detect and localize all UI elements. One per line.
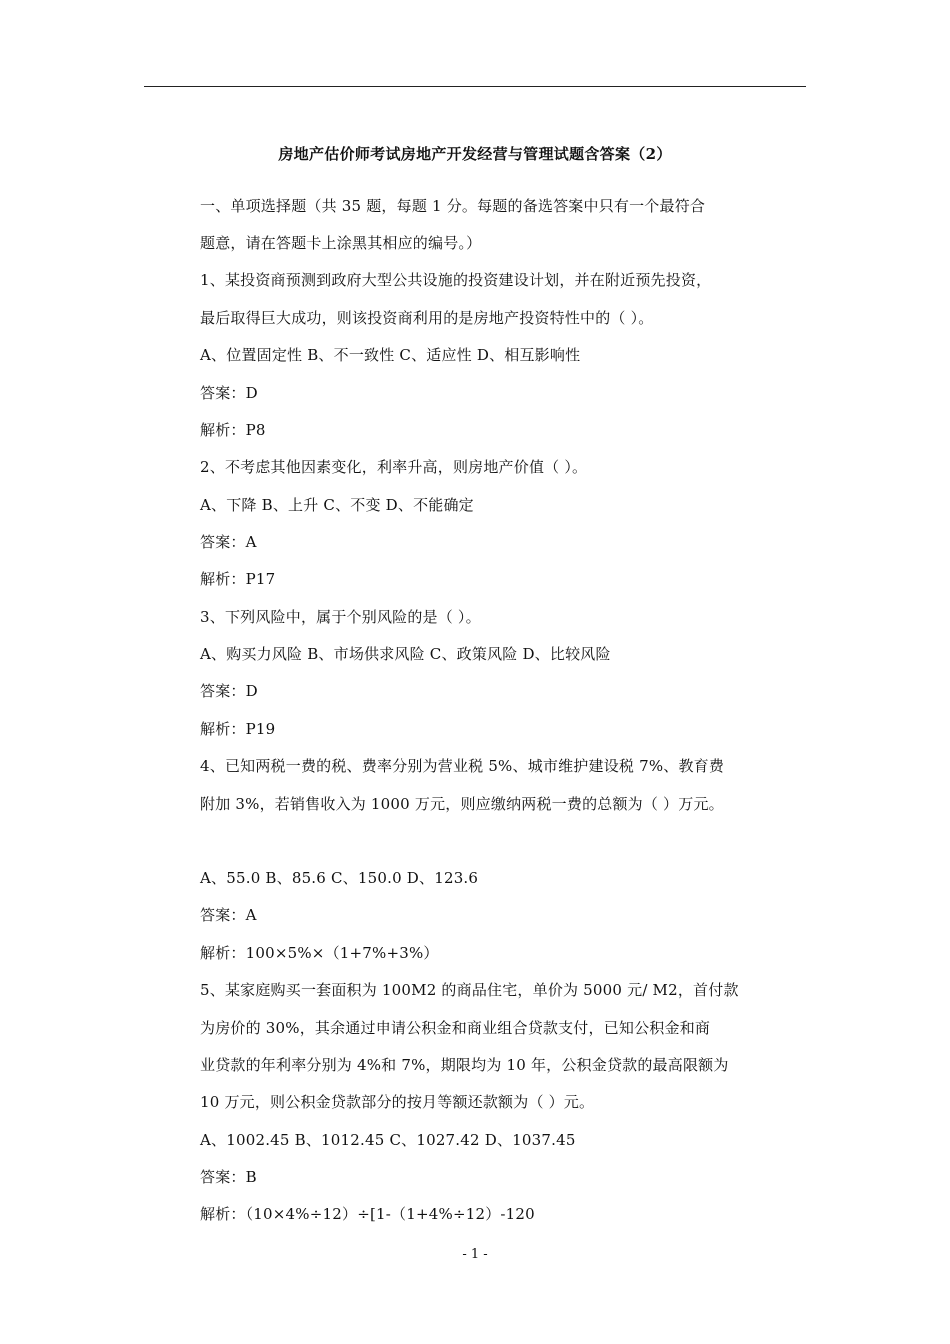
text-line: 题意，请在答题卡上涂黑其相应的编号。） xyxy=(200,234,482,252)
text-line: 答案：A xyxy=(200,533,257,551)
text-line: 2、不考虑其他因素变化，利率升高，则房地产价值（ ）。 xyxy=(200,458,588,476)
text-line: 解析：100×5%×（1+7%+3%） xyxy=(200,944,439,962)
text-line: A、55.0 B、85.6 C、150.0 D、123.6 xyxy=(200,869,479,887)
text-line: 答案：A xyxy=(200,906,257,924)
text-line: A、1002.45 B、1012.45 C、1027.42 D、1037.45 xyxy=(200,1131,576,1149)
text-line: A、下降 B、上升 C、不变 D、不能确定 xyxy=(200,496,474,514)
text-line: 最后取得巨大成功，则该投资商利用的是房地产投资特性中的（ ）。 xyxy=(200,309,654,327)
text-line: 附加 3%，若销售收入为 1000 万元，则应缴纳两税一费的总额为（ ）万元。 xyxy=(200,795,724,813)
header-rule xyxy=(144,86,806,87)
text-line: 答案：D xyxy=(200,384,258,402)
text-line: 解析：（10×4%÷12）÷[1-（1+4%÷12）-120 xyxy=(200,1205,535,1223)
text-line: 1、某投资商预测到政府大型公共设施的投资建设计划，并在附近预先投资， xyxy=(200,271,712,289)
text-line: 3、下列风险中，属于个别风险的是（ ）。 xyxy=(200,608,481,626)
text-line: 一、单项选择题（共 35 题，每题 1 分。每题的备选答案中只有一个最符合 xyxy=(200,197,706,215)
text-line: 解析：P19 xyxy=(200,720,276,738)
text-line: A、购买力风险 B、市场供求风险 C、政策风险 D、比较风险 xyxy=(200,645,611,663)
text-line: 业贷款的年利率分别为 4%和 7%，期限均为 10 年，公积金贷款的最高限额为 xyxy=(200,1056,729,1074)
text-line: 答案：B xyxy=(200,1168,257,1186)
text-line: 10 万元，则公积金贷款部分的按月等额还款额为（ ）元。 xyxy=(200,1093,595,1111)
text-line: 解析：P17 xyxy=(200,570,276,588)
text-line: 5、某家庭购买一套面积为 100M2 的商品住宅，单价为 5000 元/ M2，首付款 xyxy=(200,981,739,999)
text-line: A、位置固定性 B、不一致性 C、适应性 D、相互影响性 xyxy=(200,346,581,364)
text-line: 为房价的 30%，其余通过申请公积金和商业组合贷款支付，已知公积金和商 xyxy=(200,1019,711,1037)
page-number: - 1 - xyxy=(462,1247,488,1262)
document-title: 房地产估价师考试房地产开发经营与管理试题含答案（2） xyxy=(278,145,672,163)
text-line: 解析：P8 xyxy=(200,421,266,439)
text-line: 4、已知两税一费的税、费率分别为营业税 5%、城市维护建设税 7%、教育费 xyxy=(200,757,725,775)
text-line: 答案：D xyxy=(200,682,258,700)
